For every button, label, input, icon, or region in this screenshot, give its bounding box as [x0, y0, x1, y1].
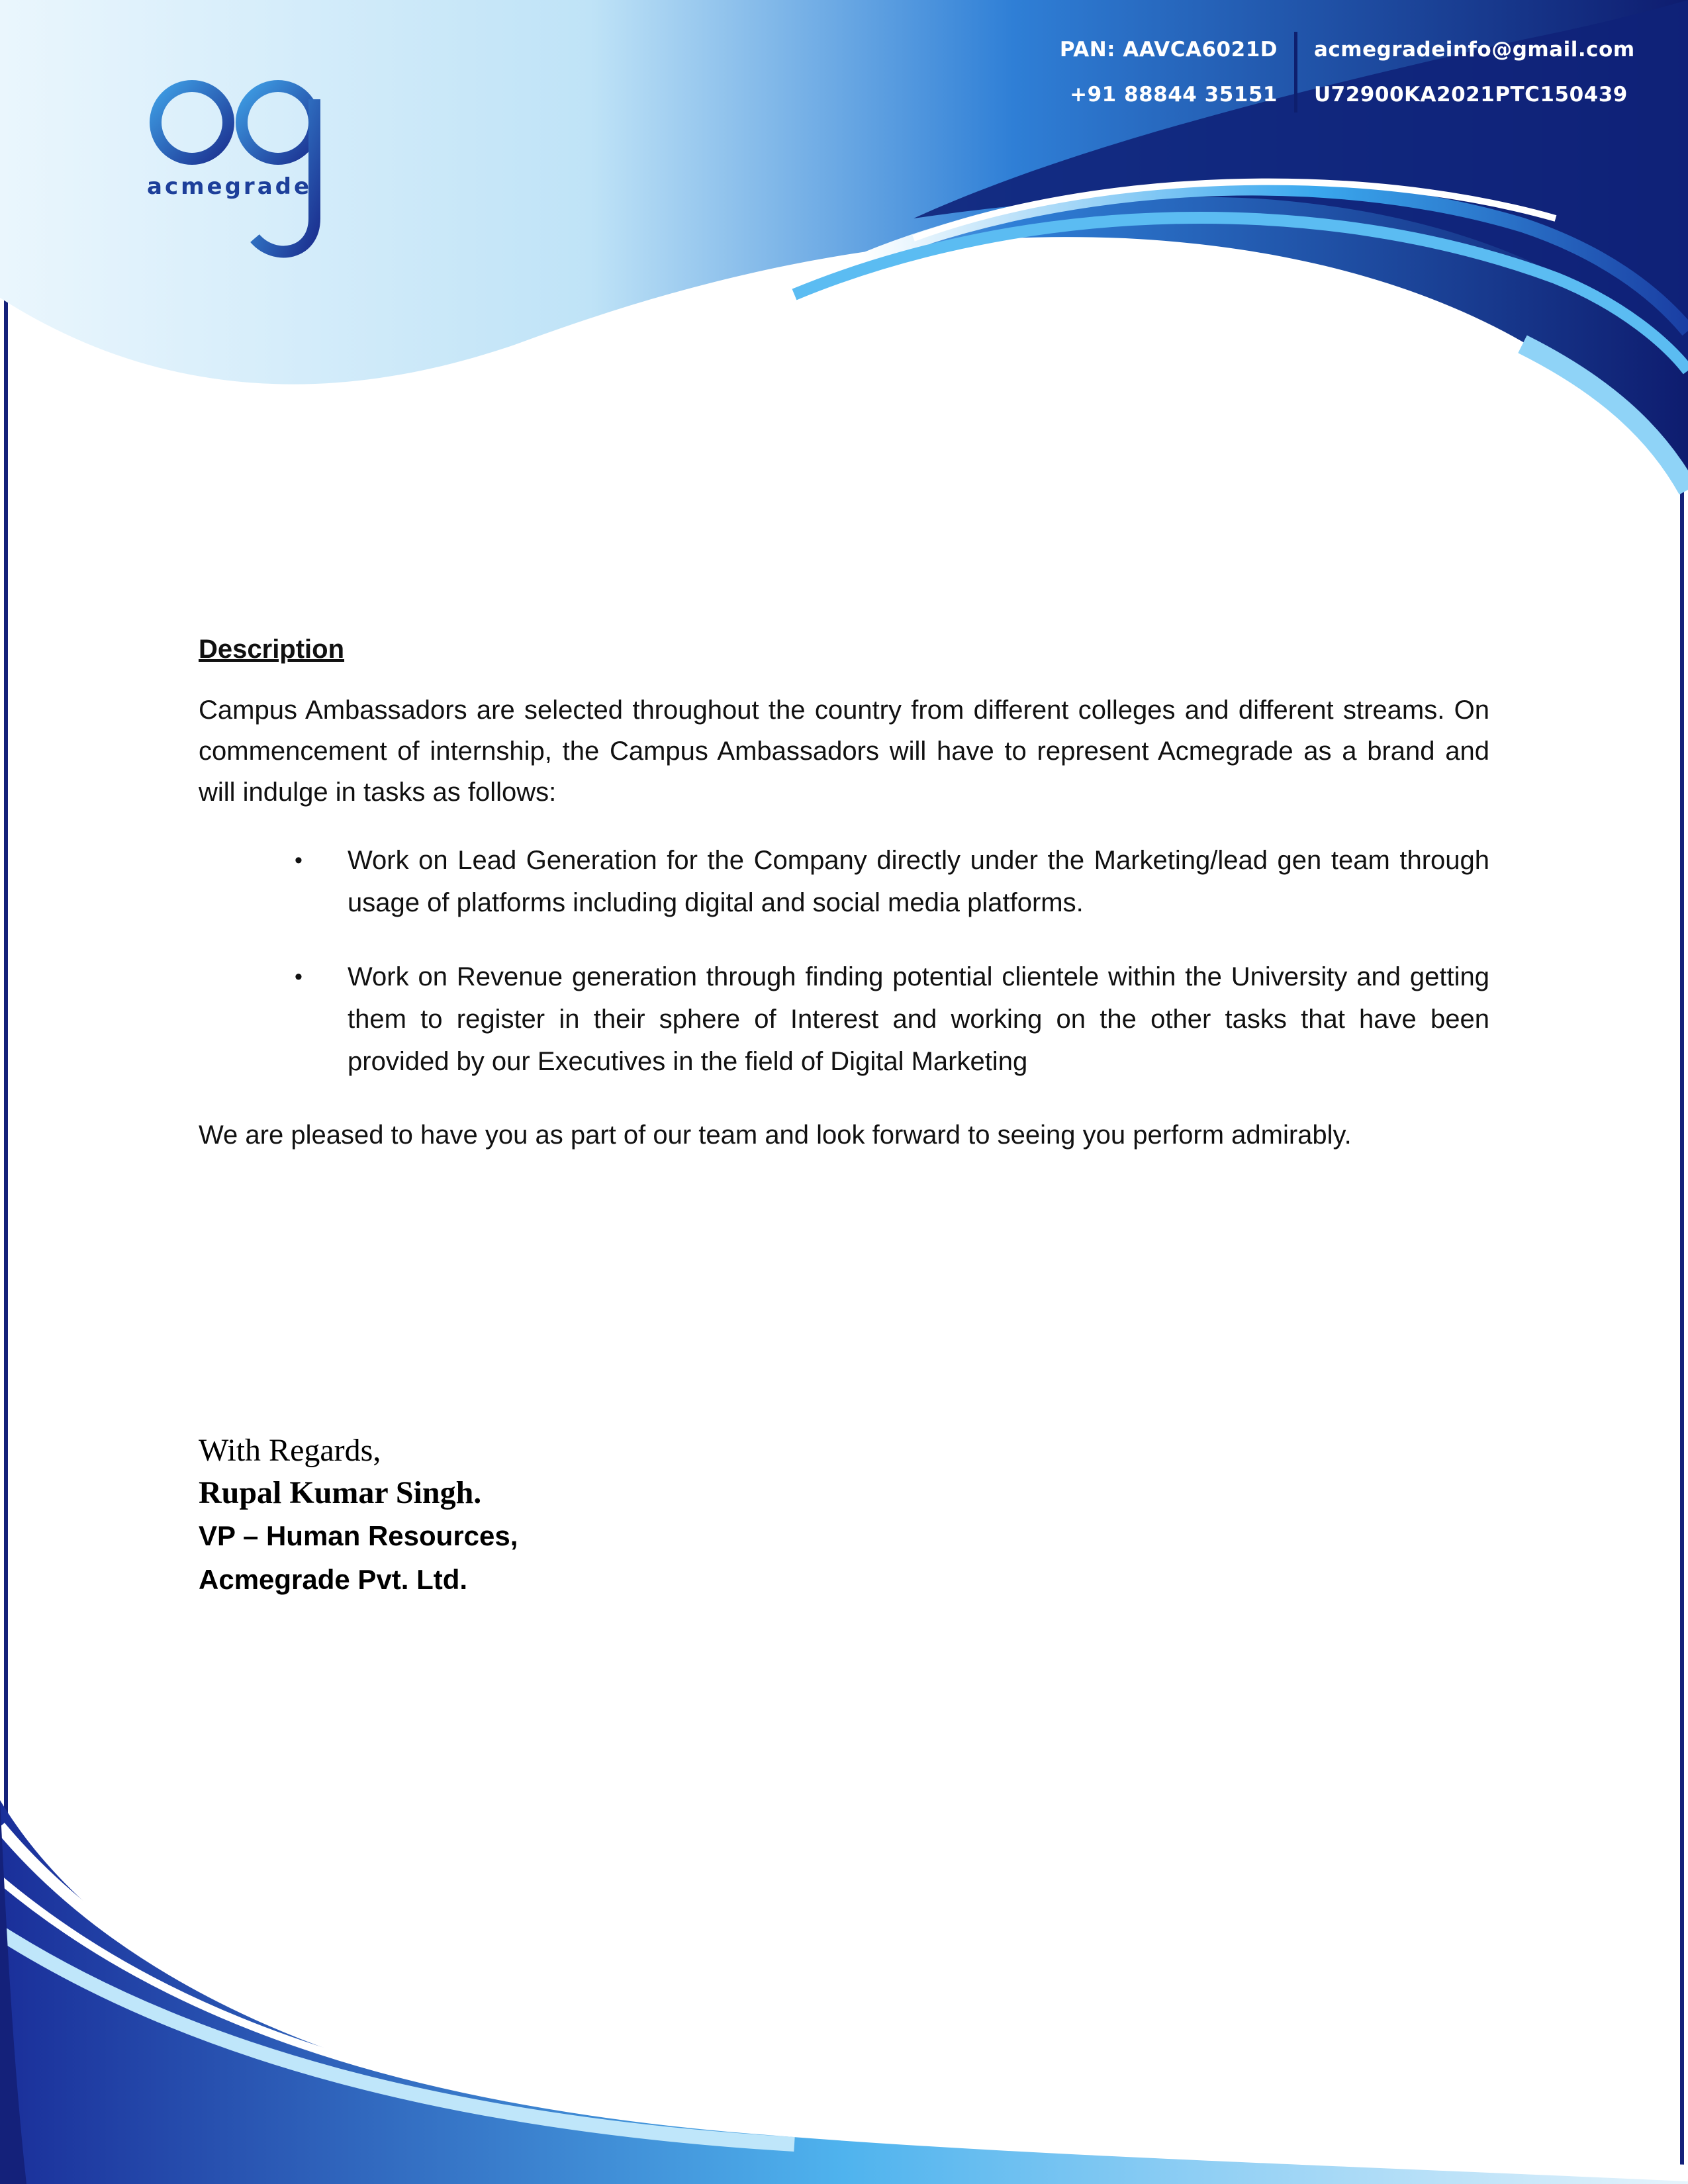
task-text: Work on Lead Generation for the Company directly under the Marketing/lead gen team through usage of platforms including digital and social media platforms. — [348, 846, 1489, 917]
signer-title: VP – Human Resources, — [199, 1520, 518, 1551]
signature-block — [199, 1430, 518, 1602]
bullet-icon: • — [295, 964, 303, 989]
intro-paragraph: Campus Ambassadors are selected throughout the country from different colleges and different streams. On commencement of internship, the Campus Ambassadors will have to represent Acmegrade as a brand and will indulge in tasks as follows: — [199, 696, 1489, 807]
logo-wordmark: acmegrade — [147, 173, 312, 200]
closing-paragraph: We are pleased to have you as part of our team and look forward to seeing you perform admirably. — [199, 1120, 1352, 1150]
email-address: acmegradeinfo@gmail.com — [1314, 38, 1635, 62]
footer-wave-graphic — [0, 1800, 1688, 2184]
letter-body — [199, 629, 1489, 1156]
contact-block-right — [1314, 32, 1635, 122]
contact-divider — [1294, 32, 1297, 113]
contact-block-left — [1060, 32, 1278, 122]
signer-company: Acmegrade Pvt. Ltd. — [199, 1564, 468, 1595]
cin-number: U72900KA2021PTC150439 — [1314, 83, 1628, 107]
section-heading: Description — [199, 635, 345, 664]
task-text: Work on Revenue generation through finding potential clientele within the University and getting them to register in their sphere of Interest and working on the other tasks that have been provided by our Executives in the field of Digital Marketing — [348, 962, 1489, 1076]
list-item — [199, 839, 1489, 924]
phone-number: +91 88844 35151 — [1070, 83, 1278, 107]
list-item — [199, 956, 1489, 1083]
signer-name: Rupal Kumar Singh. — [199, 1475, 482, 1510]
regards-line: With Regards, — [199, 1433, 381, 1468]
bullet-icon: • — [295, 848, 303, 873]
acmegrade-logo — [142, 73, 341, 271]
task-list — [199, 839, 1489, 1083]
pan-number: PAN: AAVCA6021D — [1059, 38, 1278, 62]
